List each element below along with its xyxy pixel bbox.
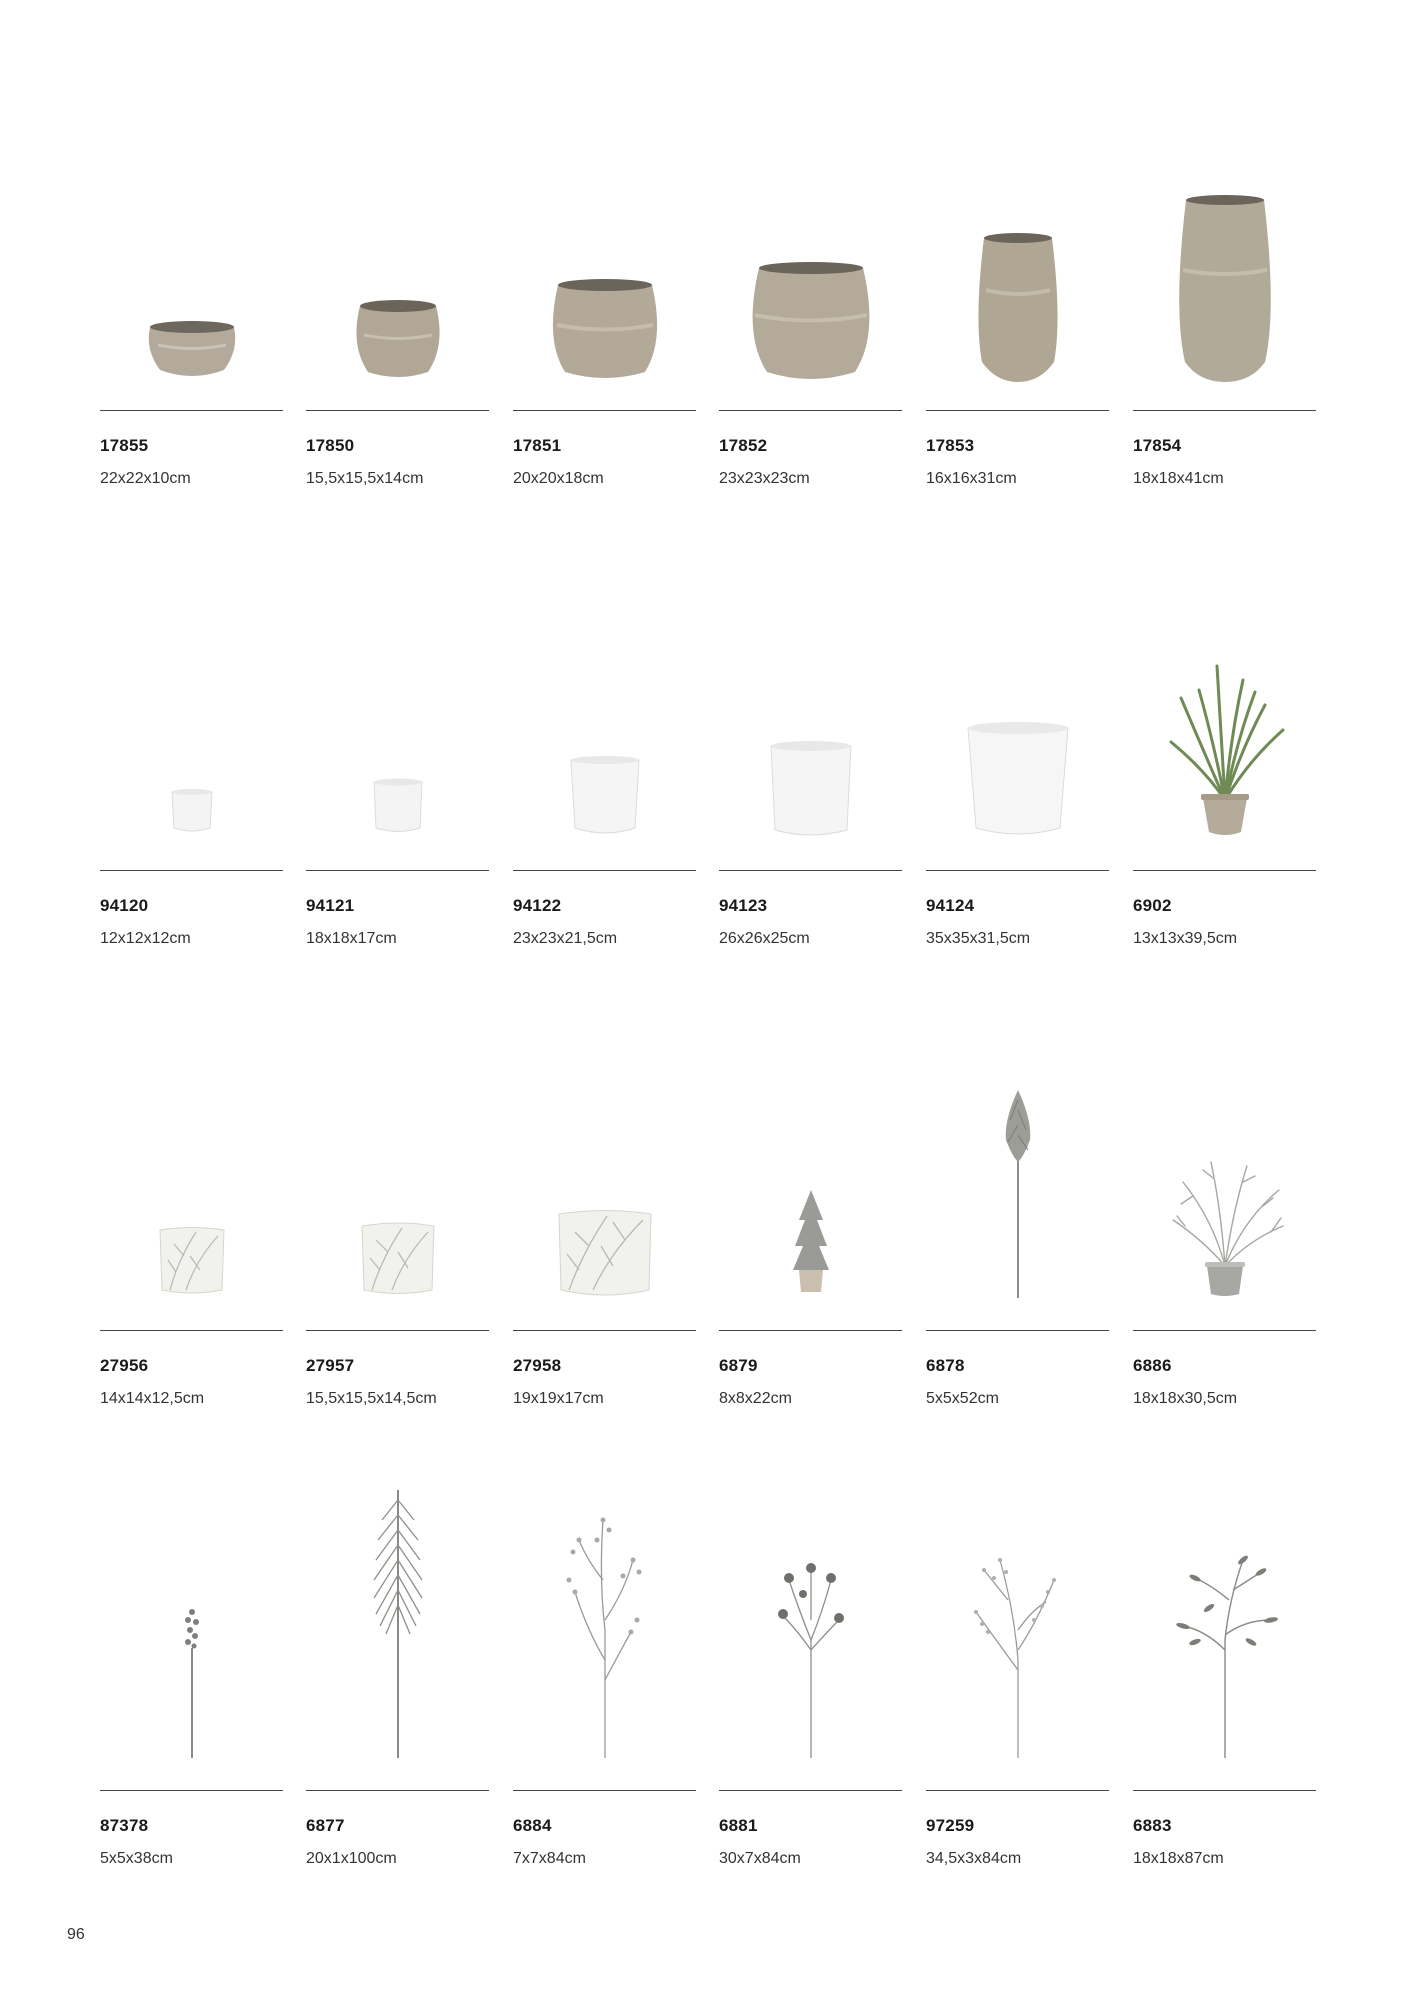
divider (513, 1790, 696, 1791)
divider (513, 870, 696, 871)
divider (306, 410, 489, 411)
divider (513, 1330, 696, 1331)
white-pot-image (100, 460, 283, 870)
product-code: 6877 (306, 1816, 345, 1835)
product-dimensions: 23x23x23cm (719, 470, 810, 487)
product-card[interactable] (513, 460, 696, 947)
product-card[interactable] (926, 460, 1109, 947)
product-card[interactable] (926, 1380, 1109, 1867)
divider (100, 410, 283, 411)
white-pot-image (719, 460, 902, 870)
mini-tree-image (719, 920, 902, 1330)
white-pot-image (926, 460, 1109, 870)
product-dimensions: 12x12x12cm (100, 930, 191, 947)
palm-leaf-image (306, 1380, 489, 1790)
product-code: 94122 (513, 896, 562, 915)
product-card[interactable] (1133, 0, 1316, 487)
divider (513, 410, 696, 411)
product-code: 27956 (100, 1356, 149, 1375)
product-card[interactable] (100, 0, 283, 487)
silver-vase-image (926, 0, 1109, 410)
divider (926, 1790, 1109, 1791)
product-dimensions: 5x5x52cm (926, 1390, 999, 1407)
product-dimensions: 20x1x100cm (306, 1850, 397, 1867)
leaf-pattern-pot-image (513, 920, 696, 1330)
silver-bowl-pot-image (100, 0, 283, 410)
product-code: 87378 (100, 1816, 149, 1835)
product-code: 6879 (719, 1356, 758, 1375)
white-pot-image (306, 460, 489, 870)
product-dimensions: 18x18x41cm (1133, 470, 1224, 487)
product-code: 17853 (926, 436, 975, 455)
product-code: 17854 (1133, 436, 1182, 455)
product-dimensions: 8x8x22cm (719, 1390, 792, 1407)
silver-pot-image (306, 0, 489, 410)
product-row-1 (0, 0, 1415, 487)
product-card[interactable] (1133, 460, 1316, 947)
divider (719, 410, 902, 411)
product-code: 94120 (100, 896, 149, 915)
product-code: 6881 (719, 1816, 758, 1835)
silver-pot-image (513, 0, 696, 410)
product-code: 94121 (306, 896, 355, 915)
product-card[interactable] (513, 0, 696, 487)
product-dimensions: 7x7x84cm (513, 1850, 586, 1867)
product-dimensions: 23x23x21,5cm (513, 930, 618, 947)
divider (306, 1330, 489, 1331)
product-dimensions: 34,5x3x84cm (926, 1850, 1022, 1867)
product-card[interactable] (306, 460, 489, 947)
product-dimensions: 18x18x30,5cm (1133, 1390, 1238, 1407)
product-dimensions: 5x5x38cm (100, 1850, 173, 1867)
blossom-spray-image (513, 1380, 696, 1790)
divider (100, 870, 283, 871)
product-card[interactable] (719, 920, 902, 1407)
product-code: 6886 (1133, 1356, 1172, 1375)
product-dimensions: 20x20x18cm (513, 470, 604, 487)
divider (719, 870, 902, 871)
product-dimensions: 22x22x10cm (100, 470, 191, 487)
product-code: 27957 (306, 1356, 355, 1375)
silver-feather-stem-image (926, 920, 1109, 1330)
product-code: 94123 (719, 896, 768, 915)
product-code: 6883 (1133, 1816, 1172, 1835)
product-card[interactable] (100, 920, 283, 1407)
divider (306, 1790, 489, 1791)
divider (1133, 1790, 1316, 1791)
product-card[interactable] (926, 0, 1109, 487)
eucalyptus-spray-image (1133, 1380, 1316, 1790)
product-row-3 (0, 920, 1415, 1407)
silver-tall-vase-image (1133, 0, 1316, 410)
divider (719, 1330, 902, 1331)
divider (306, 870, 489, 871)
product-code: 17850 (306, 436, 355, 455)
product-card[interactable] (306, 920, 489, 1407)
product-row-4 (0, 1380, 1415, 1867)
berry-spray-image (926, 1380, 1109, 1790)
product-code: 17855 (100, 436, 149, 455)
product-code: 6902 (1133, 896, 1172, 915)
leaf-pattern-pot-image (100, 920, 283, 1330)
divider (1133, 410, 1316, 411)
product-card[interactable] (513, 920, 696, 1407)
divider (1133, 870, 1316, 871)
product-card[interactable] (100, 460, 283, 947)
product-dimensions: 13x13x39,5cm (1133, 930, 1238, 947)
divider (926, 870, 1109, 871)
product-dimensions: 18x18x87cm (1133, 1850, 1224, 1867)
product-code: 17852 (719, 436, 768, 455)
product-code: 27958 (513, 1356, 562, 1375)
product-dimensions: 18x18x17cm (306, 930, 397, 947)
leaf-pattern-pot-image (306, 920, 489, 1330)
product-card[interactable] (1133, 1380, 1316, 1867)
product-code: 6884 (513, 1816, 552, 1835)
divider (100, 1790, 283, 1791)
divider (719, 1790, 902, 1791)
pom-pom-spray-image (719, 1380, 902, 1790)
flower-stem-image (100, 1380, 283, 1790)
product-card[interactable] (100, 1380, 283, 1867)
page-number: 96 (67, 1926, 85, 1943)
product-code: 17851 (513, 436, 562, 455)
white-pot-image (513, 460, 696, 870)
product-card[interactable] (719, 460, 902, 947)
divider (926, 1330, 1109, 1331)
product-card[interactable] (719, 0, 902, 487)
product-dimensions: 14x14x12,5cm (100, 1390, 205, 1407)
product-dimensions: 16x16x31cm (926, 470, 1017, 487)
product-dimensions: 19x19x17cm (513, 1390, 604, 1407)
product-dimensions: 15,5x15,5x14cm (306, 470, 424, 487)
product-code: 6878 (926, 1356, 965, 1375)
divider (926, 410, 1109, 411)
silver-pot-image (719, 0, 902, 410)
potted-silver-branch-image (1133, 920, 1316, 1330)
product-dimensions: 15,5x15,5x14,5cm (306, 1390, 437, 1407)
product-card[interactable] (306, 1380, 489, 1867)
product-card[interactable] (306, 0, 489, 487)
product-dimensions: 26x26x25cm (719, 930, 810, 947)
product-card[interactable] (719, 1380, 902, 1867)
product-row-2 (0, 460, 1415, 947)
product-card[interactable] (926, 920, 1109, 1407)
divider (1133, 1330, 1316, 1331)
product-card[interactable] (513, 1380, 696, 1867)
product-dimensions: 30x7x84cm (719, 1850, 801, 1867)
product-dimensions: 35x35x31,5cm (926, 930, 1031, 947)
product-code: 97259 (926, 1816, 975, 1835)
product-code: 94124 (926, 896, 975, 915)
divider (100, 1330, 283, 1331)
product-card[interactable] (1133, 920, 1316, 1407)
potted-grass-plant-image (1133, 460, 1316, 870)
